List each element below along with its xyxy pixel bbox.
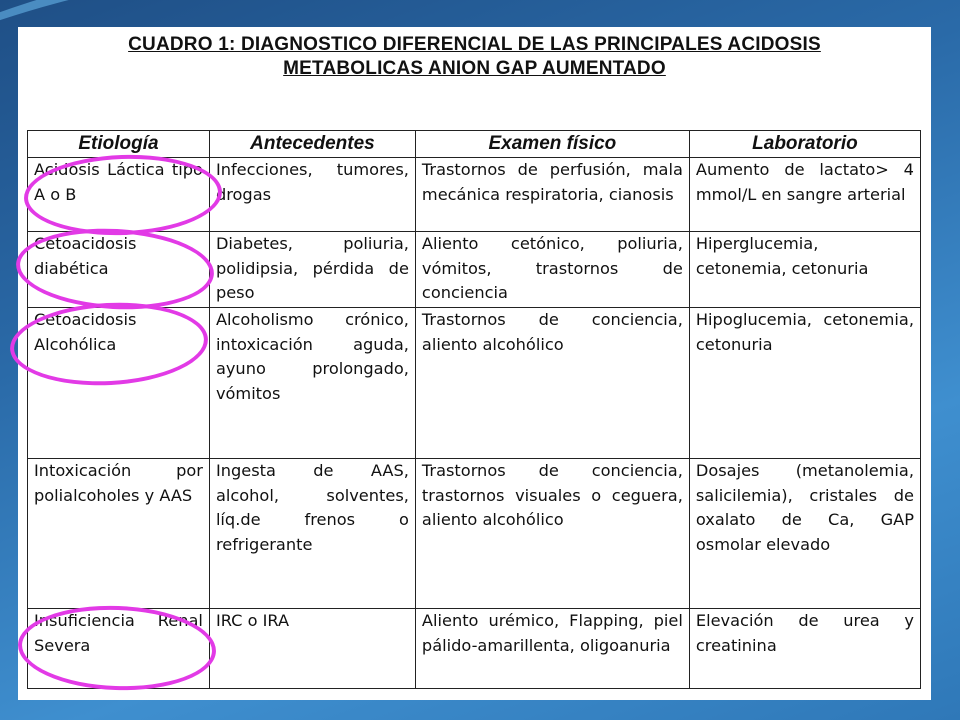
cell-laboratorio: Elevación de urea y creatinina [689,609,920,689]
cell-etiologia: Cetoacidosis diabética [28,232,210,308]
table-row [28,308,921,459]
table-row [28,459,921,609]
caption-line-1: CUADRO 1: DIAGNOSTICO DIFERENCIAL DE LAS PRINCIPALES ACIDOSIS [128,34,821,55]
slide-page [18,27,931,700]
header-laboratorio: Laboratorio [689,131,920,158]
cell-etiologia: Insuficiencia Renal Severa [28,609,210,689]
cell-examen-fisico: Aliento cetónico, poliuria, vómitos, trastornos de conciencia [415,232,689,308]
cell-laboratorio: Hiperglucemia, cetonemia, cetonuria [689,232,920,308]
cell-etiologia: Acidosis Láctica tipo A o B [28,158,210,232]
table-row [28,232,921,308]
table-header-row [28,131,921,158]
cell-antecedentes: Alcoholismo crónico, intoxicación aguda, ayuno prolongado, vómitos [209,308,415,459]
differential-diagnosis-table [27,130,921,689]
cell-examen-fisico: Trastornos de perfusión, mala mecánica respiratoria, cianosis [415,158,689,232]
cell-laboratorio: Hipoglucemia, cetonemia, cetonuria [689,308,920,459]
table-row [28,158,921,232]
cell-etiologia: Cetoacidosis Alcohólica [28,308,210,459]
caption-line-2: METABOLICAS ANION GAP AUMENTADO [283,58,666,79]
table-row [28,609,921,689]
cell-laboratorio: Dosajes (metanolemia, salicilemia), cristales de oxalato de Ca, GAP osmolar elevado [689,459,920,609]
cell-antecedentes: Ingesta de AAS, alcohol, solventes, líq.de frenos o refrigerante [209,459,415,609]
cell-examen-fisico: Trastornos de conciencia, trastornos visuales o ceguera, aliento alcohólico [415,459,689,609]
cell-examen-fisico: Trastornos de conciencia, aliento alcohólico [415,308,689,459]
header-antecedentes: Antecedentes [209,131,415,158]
cell-antecedentes: Diabetes, poliuria, polidipsia, pérdida de peso [209,232,415,308]
cell-etiologia: Intoxicación por polialcoholes y AAS [28,459,210,609]
header-etiologia: Etiología [28,131,210,158]
header-examen-fisico: Examen físico [415,131,689,158]
cell-antecedentes: IRC o IRA [209,609,415,689]
cell-examen-fisico: Aliento urémico, Flapping, piel pálido-amarillenta, oligoanuria [415,609,689,689]
cell-laboratorio: Aumento de lactato> 4 mmol/L en sangre arterial [689,158,920,232]
table-caption [18,33,931,81]
cell-antecedentes: Infecciones, tumores, drogas [209,158,415,232]
